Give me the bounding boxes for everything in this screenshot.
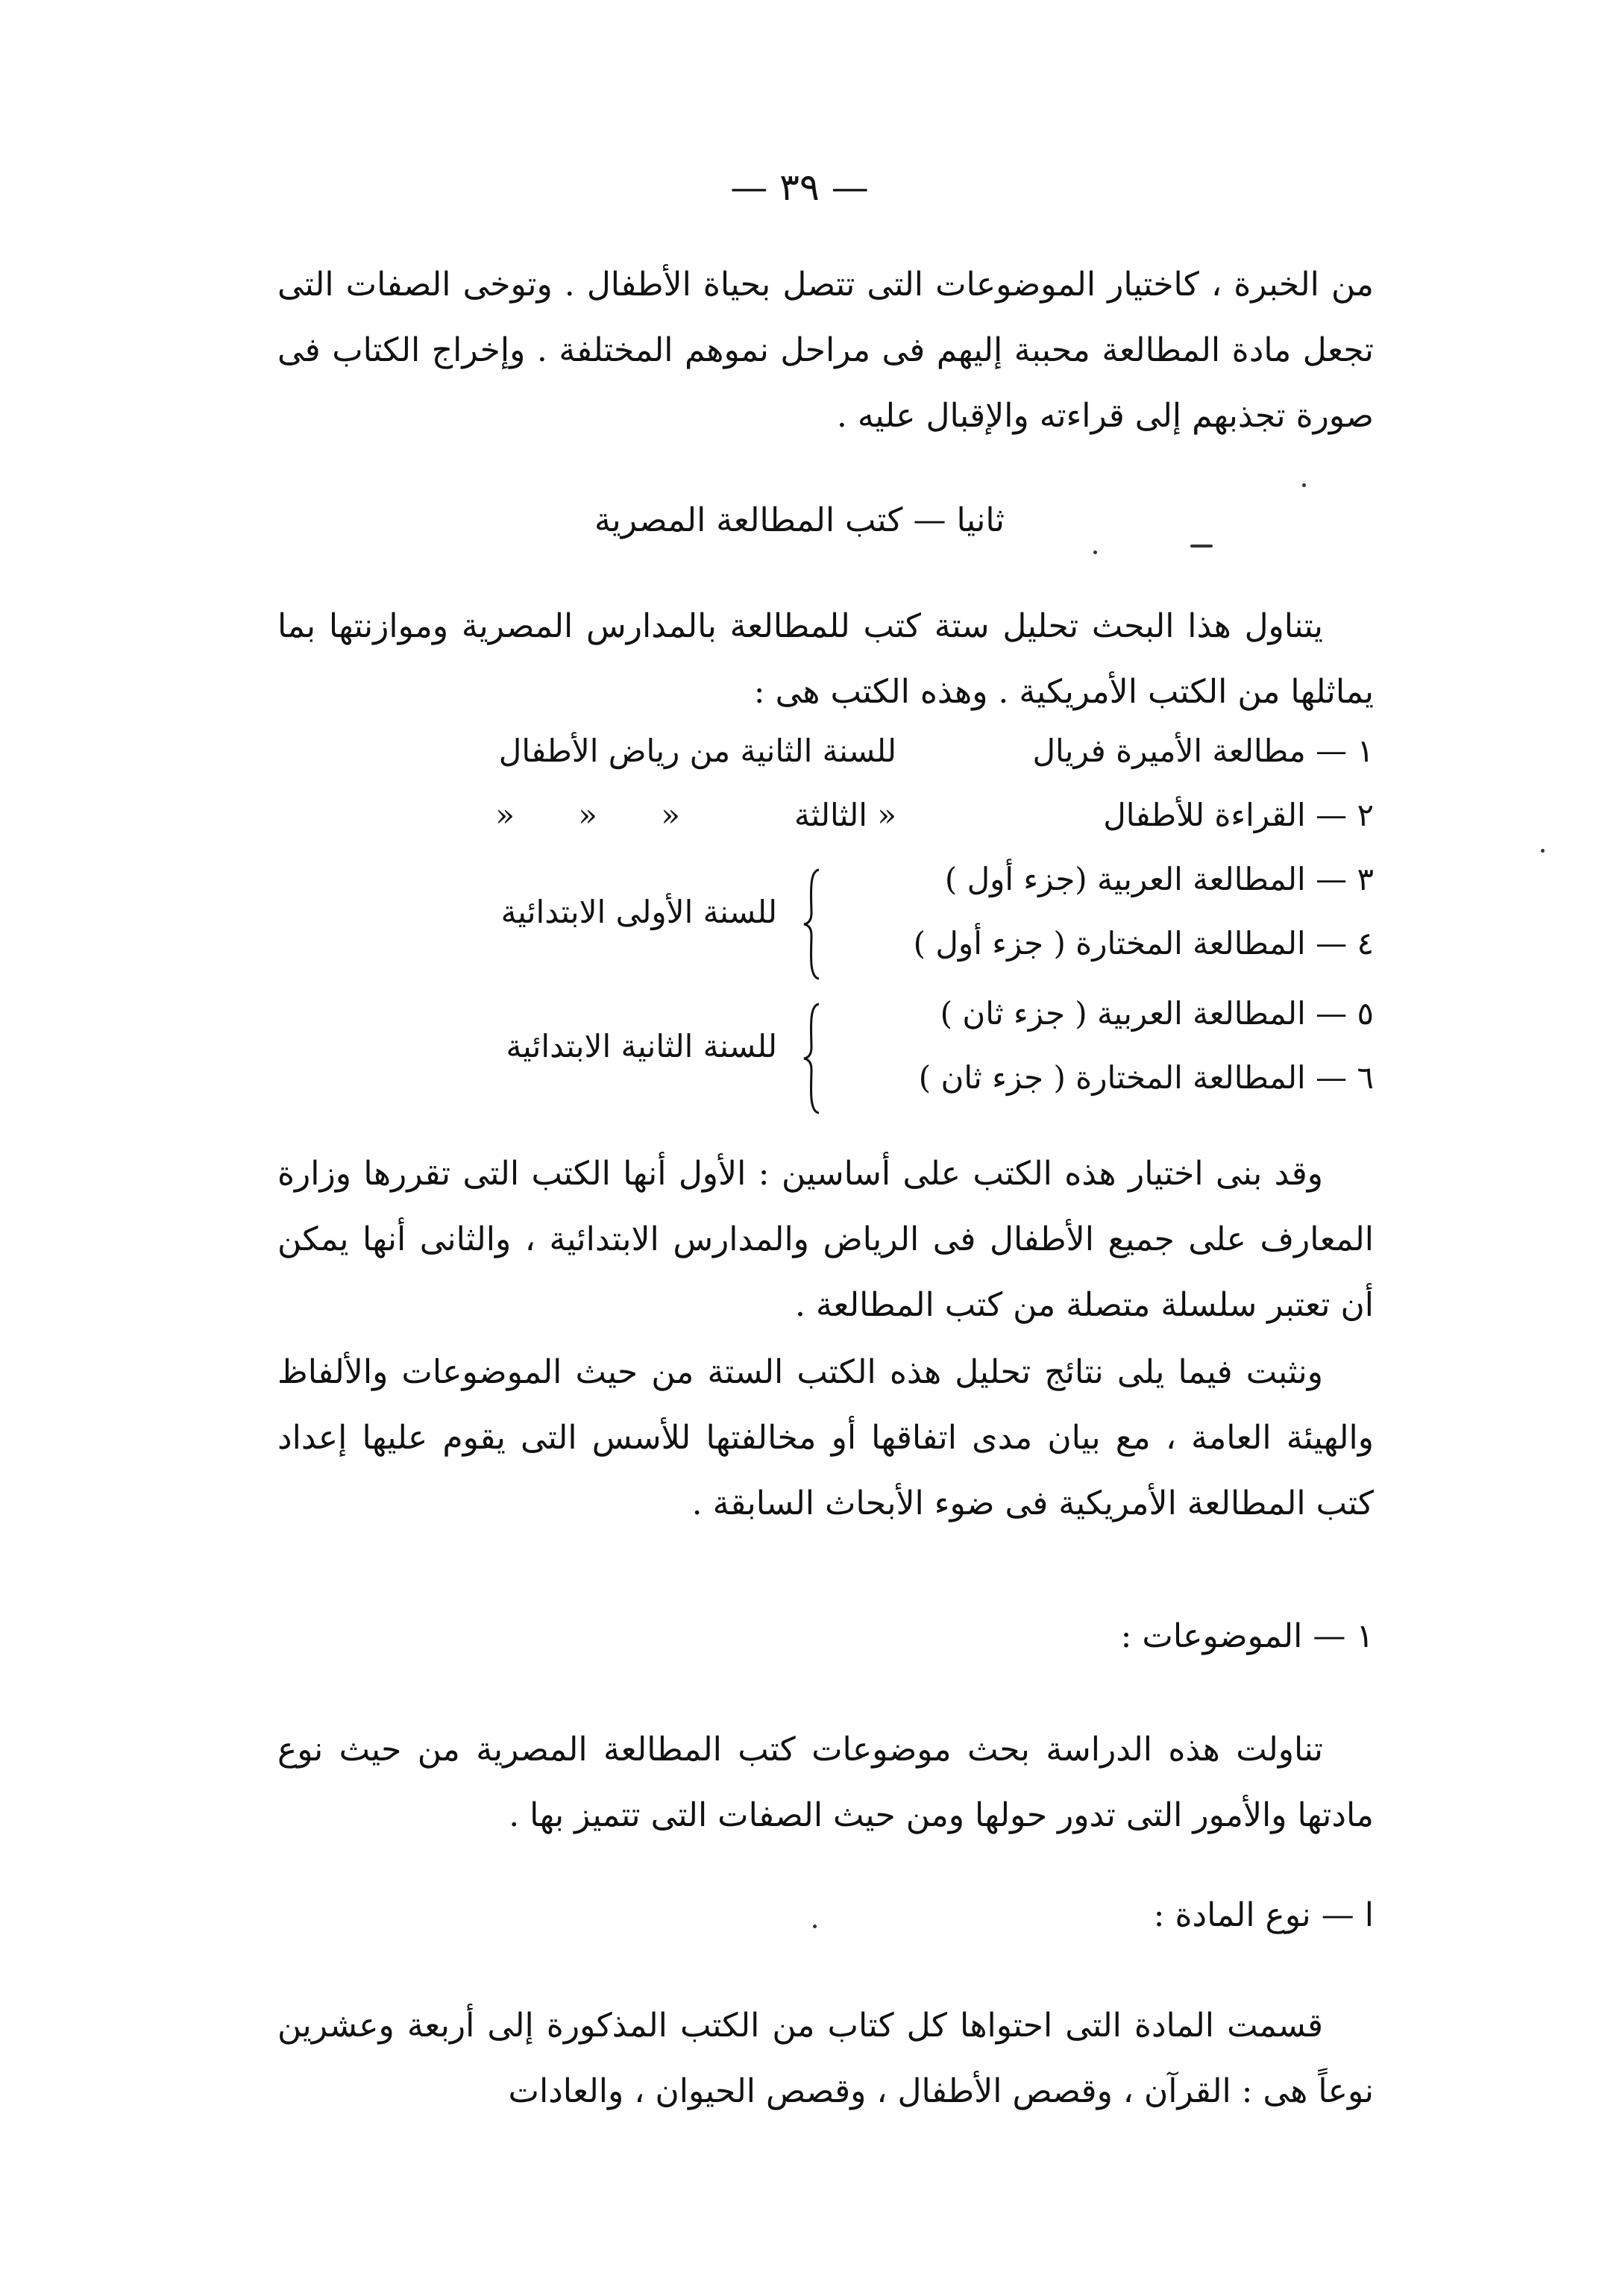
paragraph-4: ونثبت فيما يلى نتائج تحليل هذه الكتب الستة من حيث الموضوعات والألفاظ والهيئة العامة ، مع بيان مدى اتفاقها أو مخالفتها للأسس التى يقوم عليها إعداد كتب المطالعة الأمريكية فى ضوء الأبحاث السابقة .: [277, 1353, 1374, 1522]
brace-icon: [802, 1003, 822, 1114]
book-title: ١ — مطالعة الأميرة فريال: [1032, 733, 1374, 769]
list-item: [277, 995, 1374, 1059]
book-group-first-year: [277, 861, 1374, 989]
list-item: [277, 861, 1374, 925]
group-level: للسنة الثانية الابتدائية: [506, 1028, 777, 1064]
book-title: ٥ — المطالعة العربية ( جزء ثان ): [940, 995, 1374, 1032]
scan-speck: [1093, 551, 1097, 554]
paragraph-6: قسمت المادة التى احتواها كل كتاب من الكتب المذكورة إلى أربعة وعشرين نوعاً هى : القرآن ، وقصص الأطفال ، وقصص الحيوان ، والعادات: [277, 2007, 1374, 2110]
ditto-marks: « « «: [495, 797, 680, 833]
book-title: ٦ — المطالعة المختارة ( جزء ثان ): [918, 1059, 1374, 1096]
section-heading: ثانيا — كتب المطالعة المصرية: [594, 501, 1005, 539]
book-level: « الثالثة: [794, 797, 896, 833]
list-item: [277, 925, 1374, 989]
heading-topics: ١ — الموضوعات :: [1120, 1617, 1374, 1655]
book-group-second-year: [277, 995, 1374, 1123]
group-level: للسنة الأولى الابتدائية: [500, 894, 777, 930]
book-title: ٤ — المطالعة المختارة ( جزء أول ): [913, 925, 1374, 962]
paragraph-1: من الخبرة ، كاختيار الموضوعات التى تتصل بحياة الأطفال . وتوخى الصفات التى تجعل مادة المطالعة محببة إليهم فى مراحل نموهم المختلفة . وإخراج الكتاب فى صورة تجذبهم إلى قراءته والإقبال عليه .: [277, 266, 1374, 435]
scan-speck: [1190, 545, 1213, 548]
book-list: [277, 733, 1374, 1123]
heading-material: ا — نوع المادة :: [1153, 1896, 1374, 1934]
list-item: [277, 797, 1374, 861]
brace-icon: [802, 868, 822, 980]
list-item: [277, 733, 1374, 797]
paragraph-3: وقد بنى اختيار هذه الكتب على أساسين : الأول أنها الكتب التى تقررها وزارة المعارف على جميع الأطفال فى الرياض والمدارس الابتدائية ، والثانى أنها يمكن أن تعتبر سلسلة متصلة من كتب المطالعة .: [277, 1155, 1374, 1324]
paragraph-2: يتناول هذا البحث تحليل ستة كتب للمطالعة بالمدارس المصرية وموازنتها بما يماثلها من الكتب الأمريكية . وهذه الكتب هى :: [277, 607, 1374, 711]
scan-speck: [1541, 849, 1545, 853]
book-title: ٣ — المطالعة العربية (جزء أول ): [944, 861, 1374, 897]
book-title: ٢ — القراءة للأطفال: [1103, 797, 1374, 833]
list-item: [277, 1059, 1374, 1123]
scan-speck: [1302, 483, 1306, 487]
scan-speck: [813, 1925, 817, 1928]
page-number: — ٣٩ —: [730, 166, 869, 209]
paragraph-5: تناولت هذه الدراسة بحث موضوعات كتب المطالعة المصرية من حيث نوع مادتها والأمور التى تدور حولها ومن حيث الصفات التى تتميز بها .: [277, 1731, 1374, 1834]
book-level: للسنة الثانية من رياض الأطفال: [498, 733, 896, 769]
